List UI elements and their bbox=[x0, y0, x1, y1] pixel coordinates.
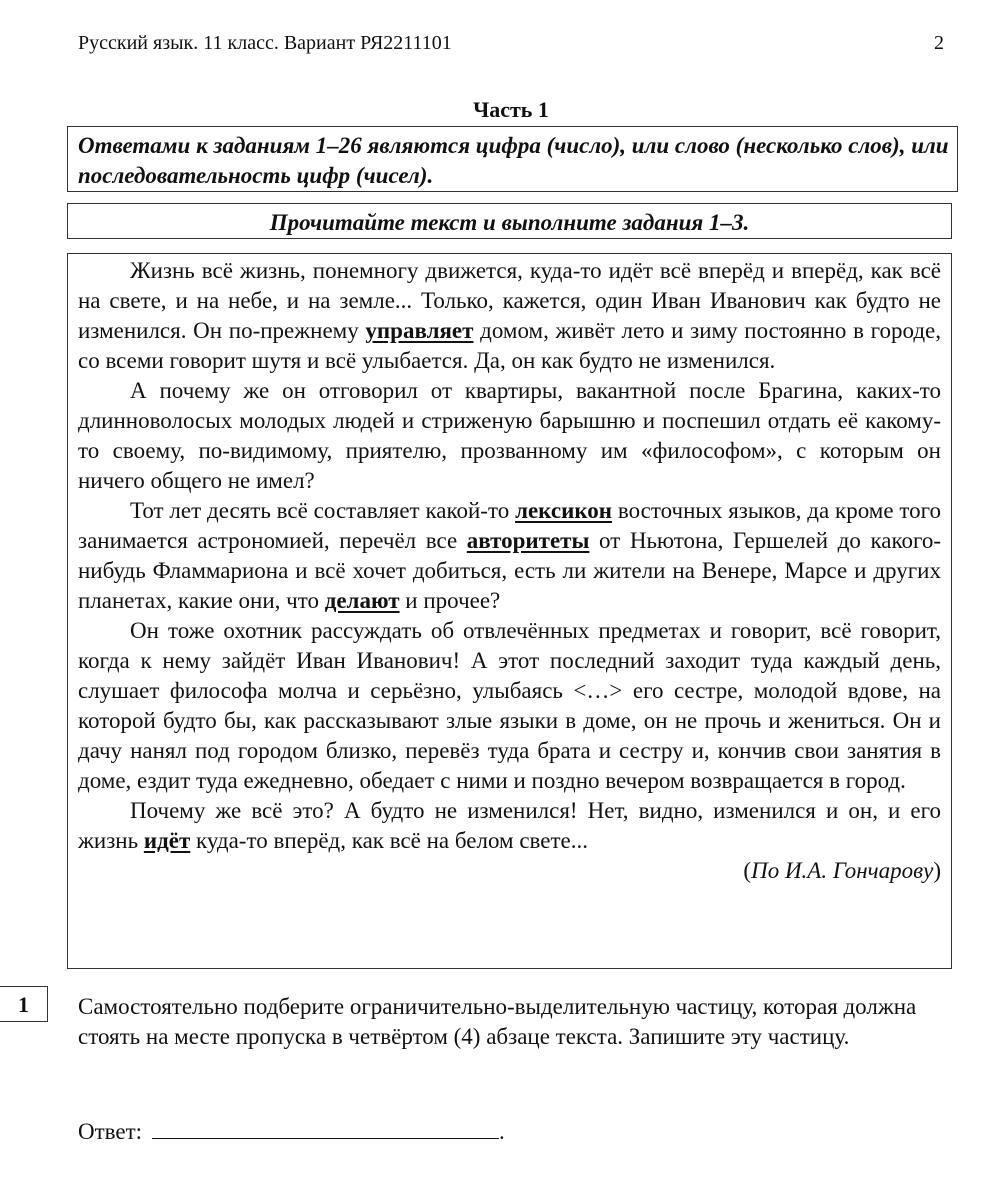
text-source bbox=[78, 856, 941, 886]
highlighted-word-delayut: делают bbox=[324, 588, 400, 613]
highlighted-word-avtoritety: авторитеты bbox=[466, 528, 590, 553]
paragraph-4: Он тоже охотник рассуждать об отвлечённых предметах и говорит, всё говорит, когда к нему зайдёт Иван Иванович! А этот последний заходит туда каждый день, слушает философа молча и серьёзно, улыбаясь <…> его сестре, молодой вдове, на которой будто бы, как рассказывают злые языки в доме, он не прочь и жениться. Он и дачу нанял под городом близко, перевёз туда брата и сестру и, кончив свои занятия в доме, ездит туда ежедневно, обедает с ними и поздно вечером возвращается в город. bbox=[78, 618, 941, 793]
page-number: 2 bbox=[934, 32, 944, 54]
source-paren-open: ( bbox=[743, 858, 752, 883]
reading-text bbox=[67, 253, 952, 969]
highlighted-word-upravlyaet: управляет bbox=[365, 318, 474, 343]
paragraph-1-part-a: Жизнь всё жизнь, понемногу движется, куда-то идёт всё вперёд и вперёд, как всё на свете, и на небе, и на земле... Только, кажется, один Иван Иванович как будто не изменился. Он по-прежнему bbox=[78, 258, 941, 343]
paragraph-3 bbox=[78, 496, 941, 616]
answer-format-instruction: Ответами к заданиям 1–26 являются цифра (число), или слово (несколько слов), или последовательность цифр (чисел). bbox=[67, 126, 958, 192]
paragraph-1 bbox=[78, 256, 941, 376]
exam-title: Русский язык. 11 класс. Вариант РЯ2211101 bbox=[78, 32, 452, 54]
task-instruction: Прочитайте текст и выполните задания 1–3. bbox=[67, 203, 952, 239]
paragraph-5 bbox=[78, 796, 941, 856]
paragraph-5-part-b: куда-то вперёд, как всё на белом свете... bbox=[190, 828, 588, 853]
paragraph-5-part-a: Почему же всё это? А будто не изменился! Нет, видно, изменился и он, и его жизнь bbox=[78, 798, 941, 853]
highlighted-word-idet: идёт bbox=[143, 828, 191, 853]
source-paren-close: ) bbox=[933, 858, 941, 883]
answer-input-line[interactable] bbox=[152, 1116, 499, 1139]
question-text: Самостоятельно подберите ограничительно-выделительную частицу, которая должна стоять на месте пропуска в четвёртом (4) абзаце текста. Запишите эту частицу. bbox=[78, 994, 917, 1049]
answer-end: . bbox=[499, 1119, 505, 1144]
answer-row bbox=[78, 1116, 578, 1145]
highlighted-word-leksikon: лексикон bbox=[515, 498, 613, 523]
paragraph-1-part-b: домом, живёт лето и зиму постоянно в городе, со всеми говорит шутя и всё улыбается. Да, он как будто не изменился. bbox=[78, 318, 941, 373]
paragraph-3-part-c: от Ньютона, Гершелей до какого-нибудь Фламмариона и всё хочет добиться, есть ли жители на Венере, Марсе и других планетах, какие они, что bbox=[78, 528, 942, 613]
paragraph-3-part-a: Тот лет десять всё составляет какой-то bbox=[130, 498, 516, 523]
paragraph-3-part-d: и прочее? bbox=[399, 588, 501, 613]
answer-label: Ответ: bbox=[78, 1119, 143, 1144]
source-author: По И.А. Гончарову bbox=[751, 858, 934, 883]
part-title: Часть 1 bbox=[473, 97, 549, 122]
paragraph-2: А почему же он отговорил от квартиры, вакантной после Брагина, каких-то длинноволосых молодых людей и стриженую барышню и поспешил отдать её какому-то своему, по-видимому, приятелю, прозванному им «философом», с которым он ничего общего не имел? bbox=[78, 378, 941, 493]
page-header bbox=[78, 32, 944, 60]
paragraph-3-part-b: восточных языков, да кроме того занимается астрономией, перечёл все bbox=[78, 498, 942, 553]
question-number-box: 1 bbox=[0, 986, 48, 1022]
